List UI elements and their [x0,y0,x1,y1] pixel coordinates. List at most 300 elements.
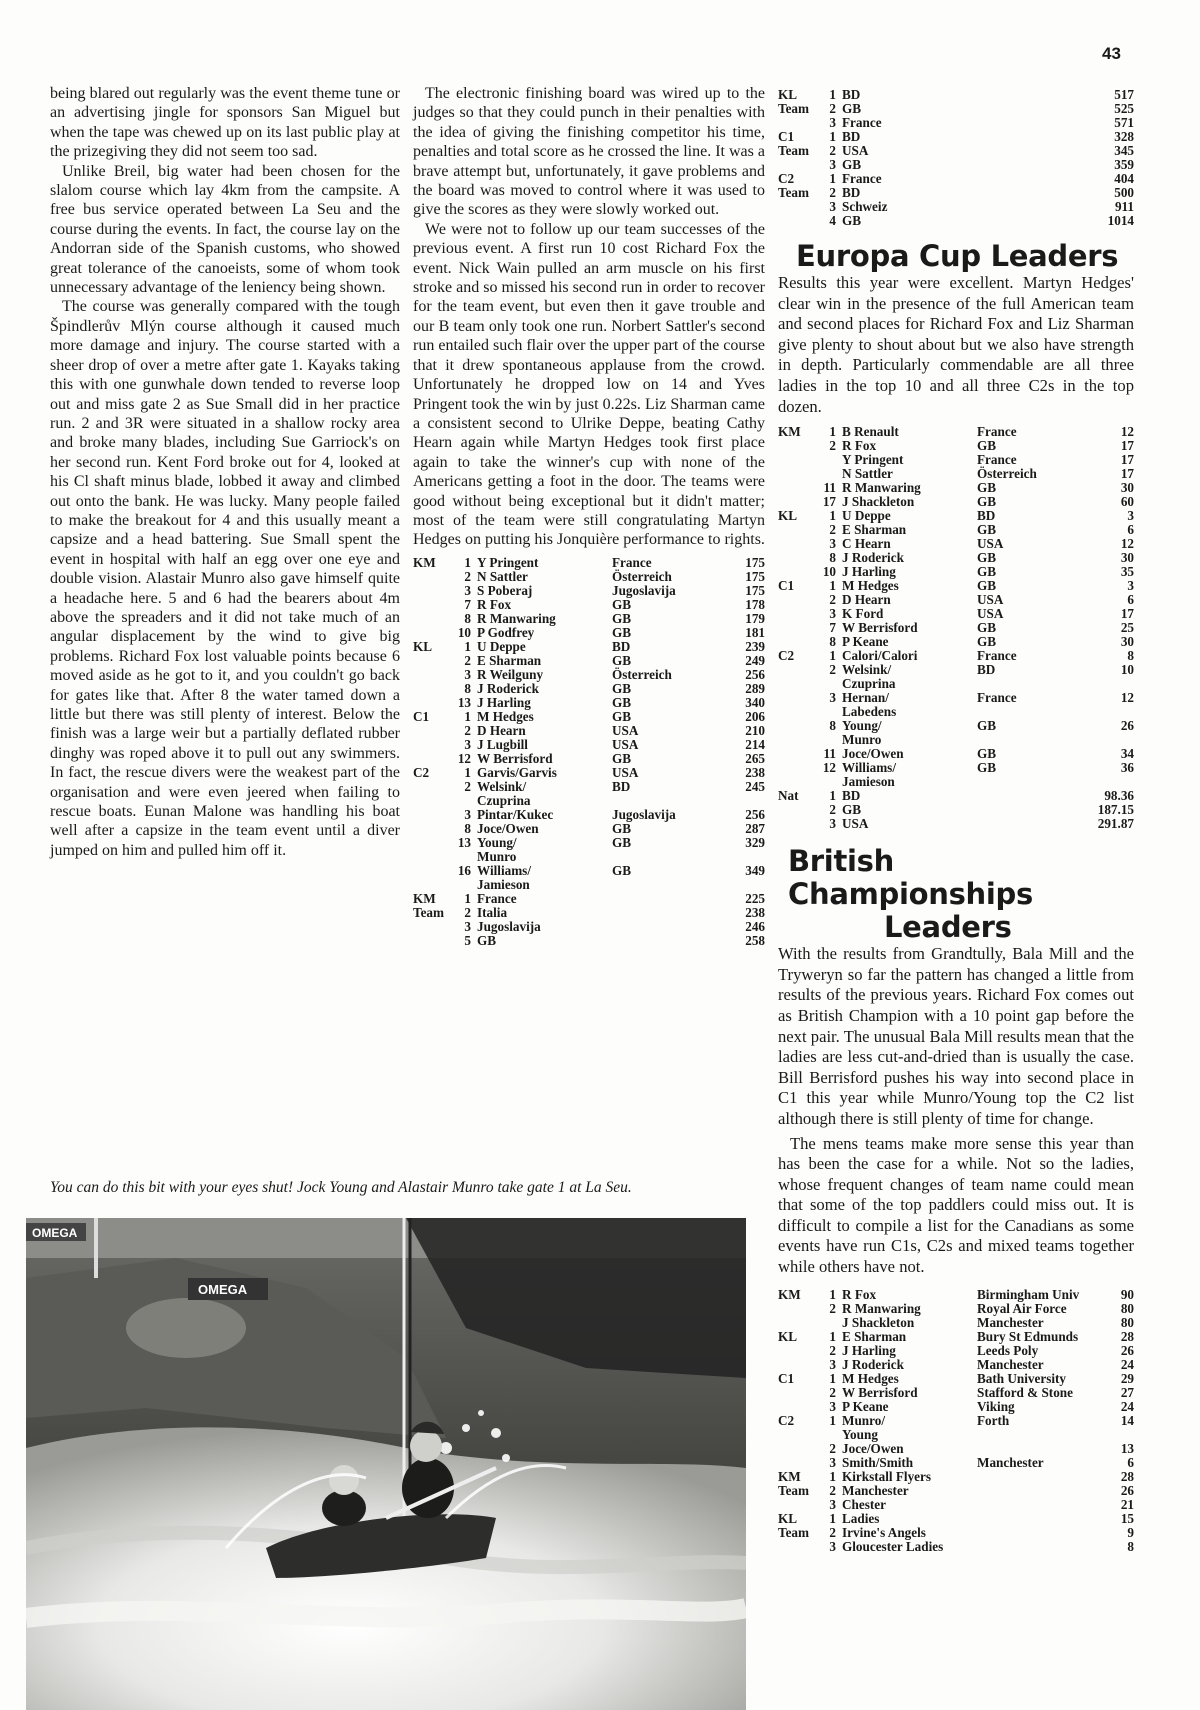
british-championships-heading [778,845,1134,944]
result-row [778,1316,1134,1330]
result-nm-cell: W Berrisford [477,750,553,766]
photo-caption: You can do this bit with your eyes shut! Jock Young and Alastair Munro take gate 1 at La Seu. [50,1179,632,1196]
result-ev-cell: C2 [778,171,795,186]
result-row [778,593,1134,607]
result-ct-cell: BD [612,778,631,794]
result-ev-cell: C1 [778,129,795,144]
result-row [413,934,765,948]
result-ct-cell: Stafford & Stone [977,1384,1073,1400]
result-ev-cell: Team [778,1482,810,1498]
result-ev-cell [778,467,812,481]
result-ev-cell: KL [778,508,798,524]
result-row [778,1456,1134,1470]
result-sc-cell: 28 [1120,1328,1134,1344]
result-ct-cell: France [977,648,1017,664]
result-ct-cell: Jugoslavija [612,806,676,822]
result-pos-cell: 2 [829,1300,836,1316]
result-ev-cell: KL [778,1328,798,1344]
result-row [778,1400,1134,1414]
result-nm-cell: Welsink/ [842,662,892,678]
result-pos-cell: 2 [829,522,836,538]
result-sc-cell: 181 [745,624,765,640]
result-ct-cell: Österreich [977,466,1037,482]
result-nm-cell: B Renault [842,424,899,440]
result-nm-cell: J Harling [842,564,896,580]
result-pos-cell: 2 [829,185,836,200]
result-pos-cell: 3 [464,918,471,934]
result-ct-cell: GB [612,862,632,878]
result-pos-cell [447,878,477,892]
result-ct-cell: GB [612,624,632,640]
result-nm-cell: P Keane [842,1398,889,1414]
result-pos-cell: 1 [829,508,836,524]
result-ev-cell [778,691,812,705]
result-nm-cell: R Fox [842,1286,877,1302]
result-ev-cell [778,523,812,537]
result-nm-cell: J Harling [477,694,531,710]
result-nm-cell: France [842,171,882,186]
result-pos-cell: 1 [829,1370,836,1386]
result-sc-cell: 3 [1127,578,1134,594]
result-nm-cell: Joce/Owen [842,746,904,762]
result-sc-cell: 17 [1120,466,1134,482]
result-ev-cell: Team [778,143,810,158]
result-sc-cell: 27 [1120,1384,1134,1400]
result-ct-cell: GB [977,438,997,454]
result-nm-cell: Kirkstall Flyers [842,1468,932,1484]
result-sc-cell [1106,705,1134,719]
result-pos-cell [812,453,842,467]
result-pos-cell: 3 [829,1496,836,1512]
paragraph: The course was generally compared with the tough Špindlerův Mlýn course although it caused much more damage and injury. The course started with a sheer drop of over a metre after gate 1. Kayaks taking this with one gunwhale down tended to reverse loop out and miss gate 2 as Sue Small did in her practice run. 2 and 3R were situated in a shallow rocky area and broke many blades, including Sue Garriock's on her second run. Kent Ford broke out for 4, looked at his Cl shaft minus blade, lobbed it away and climbed out onto the bank. He was lucky. Many people failed to make the breakout for 4 and this usually meant a capsize and a head battering. Sue Small spent the event in hospital with half an egg over one eye and double vision. Alastair Munro also gave himself quite a headache here. 5 and 6 had the bearers about 4m above the spreaders and it did not take much of an angular displacement by the wind to give big problems. Richard Fox lost valuable points because 6 moved aside as he got to it, and you couldn't go back for gates like that. After 8 the water tamed down a little but there was still plenty of interest. Below the finish was a large weir but a partially deflated rubber dinghy was roped above it to pull out any swimmers. In fact, the rescue divers were the weakest part of the organisation and were even jeered when failing to rescue boats. Eunan Malone was handling his boat well after a capsize in the team event until a diver jumped on him and pulled him off it. [50,298,400,859]
paragraph: Unlike Breil, big water had been chosen for the slalom course which lay 4km from the campsite. A free bus service operated between La Seu and the course during the events. In fact, the course lay on the Andorran side of the Spanish customs, who showed great tolerance of the canoeists, some of whom took unnecessary advantage of the leniency being shown. [50,162,400,297]
result-sc-cell: 245 [745,778,765,794]
result-nm-cell: Italia [477,904,508,920]
result-sc-cell: 12 [1120,536,1134,552]
result-pos-cell [812,705,842,719]
result-row [413,668,765,682]
result-row [778,481,1134,495]
result-row [413,710,765,724]
result-pos-cell: 8 [464,610,471,626]
result-pos-cell: 1 [464,890,471,906]
result-ct-cell: Manchester [977,1314,1044,1330]
result-nm-cell: Jamieson [477,876,530,892]
result-sc-cell: 6 [1127,1454,1134,1470]
result-ct-cell [612,850,729,864]
result-pos-cell: 3 [829,199,836,214]
result-ct-cell: GB [977,522,997,538]
result-ev-cell: Team [413,904,445,920]
result-ct-cell [977,1540,1116,1554]
result-row [778,186,1134,200]
result-sc-cell [729,850,765,864]
result-pos-cell [812,733,842,747]
result-ev-cell [778,1302,812,1316]
result-ct-cell: GB [977,550,997,566]
result-nm-cell: Williams/ [477,862,531,878]
result-row [778,88,1134,102]
result-nm-cell: J Lugbill [477,736,528,752]
result-nm-cell: J Harling [842,1342,896,1358]
result-nm-cell: R Weilguny [477,666,544,682]
result-row [413,878,765,892]
result-nm-cell: Y Pringent [477,554,539,570]
result-ct-cell: GB [612,652,632,668]
result-sc-cell: 175 [745,582,765,598]
article-column-2 [413,84,765,948]
result-ct-cell: USA [612,764,639,780]
result-nm-cell: Czuprina [477,792,531,808]
paragraph: The electronic finishing board was wired up to the judges so that they could punch in their penalties with the idea of giving the finishing competitor his time, penalties and total score as he crossed the line. It was a brave attempt but, unfortunately, it gave problems and the board was moved to control where it was used to give the scores as they were slowly worked out. [413,85,765,219]
result-ct-cell: GB [612,708,632,724]
result-pos-cell [812,775,842,789]
result-row [778,509,1134,523]
result-pos-cell: 1 [464,554,471,570]
result-row [413,696,765,710]
result-pos-cell: 12 [822,760,836,776]
result-pos-cell: 1 [829,87,836,102]
result-nm-cell: Czuprina [842,676,896,692]
result-sc-cell: 265 [745,750,765,766]
result-nm-cell: BD [842,185,861,200]
result-pos-cell: 3 [464,666,471,682]
result-nm-cell: Joce/Owen [477,820,539,836]
europa-cup-heading: Europa Cup Leaders [796,239,1119,273]
result-nm-cell: Smith/Smith [842,1454,914,1470]
result-ev-cell: KL [778,1510,798,1526]
result-row [778,1540,1134,1554]
result-pos-cell [447,794,477,808]
result-ct-cell [977,705,1106,719]
result-pos-cell [812,1316,842,1330]
result-sc-cell [1116,1428,1134,1442]
result-ct-cell: France [977,424,1017,440]
result-row [778,144,1134,158]
result-ct-cell [977,1498,1116,1512]
result-sc-cell: 1014 [1107,213,1134,228]
result-nm-cell: E Sharman [477,652,542,668]
result-ct-cell: USA [977,606,1004,622]
result-pos-cell: 2 [829,143,836,158]
result-ev-cell: Team [778,1524,810,1540]
result-nm-cell: Young/ [477,834,517,850]
result-row [413,836,765,850]
result-row [778,817,1134,831]
result-sc-cell [1106,733,1134,747]
result-ev-cell: C2 [778,648,795,664]
result-ev-cell [778,439,812,453]
result-sc-cell: 36 [1120,760,1134,776]
result-pos-cell: 3 [829,606,836,622]
result-sc-cell: 238 [745,764,765,780]
result-nm-cell: R Manwaring [842,480,921,496]
result-sc-cell: 24 [1120,1398,1134,1414]
result-pos-cell: 1 [464,708,471,724]
result-ev-cell: KL [778,87,798,102]
slalom-photo [26,1218,746,1710]
result-row [413,738,765,752]
result-row [413,612,765,626]
result-row [413,780,765,794]
result-ct-cell: GB [977,480,997,496]
result-row [778,1442,1134,1456]
result-ev-cell: C1 [413,708,430,724]
result-nm-cell: D Hearn [842,592,891,608]
nations-results-table [778,789,1134,831]
result-pos-cell [447,850,477,864]
result-pos-cell: 1 [829,1412,836,1428]
result-ev-cell [778,551,812,565]
result-row [778,733,1134,747]
result-pos-cell: 2 [464,904,471,920]
result-nm-cell: Munro/ [842,1412,885,1428]
result-ev-cell: C2 [778,1412,795,1428]
article-column-1 [50,84,400,860]
result-ct-cell [612,934,729,948]
result-row [778,789,1134,803]
result-nm-cell: Schweiz [842,199,888,214]
result-row [778,1344,1134,1358]
result-nm-cell: K Ford [842,606,884,622]
result-row [778,495,1134,509]
result-pos-cell [812,677,842,691]
result-ct-cell: BD [977,662,996,678]
result-ct-cell: GB [612,610,632,626]
result-sc-cell [1106,677,1134,691]
result-sc-cell: 80 [1120,1300,1134,1316]
result-pos-cell: 8 [464,680,471,696]
result-sc-cell: 238 [745,904,765,920]
british-championships-text: With the results from Grandtully, Bala Mill and the Tryweryn so far the pattern has changed a little from results of the previous years. Richard Fox comes out as British Champion with a 10 point gap before the next pair. The unusual Bala Mill results mean that the ladies are less cut-and-dried than is usually the case. Bill Berrisford pushes his way into second place in C1 this year while Munro/Young top the C2 list although there is still plenty of time for change. [778,944,1134,1128]
result-ev-cell [413,682,447,696]
result-ct-cell: France [977,452,1017,468]
result-nm-cell: W Berrisford [842,620,918,636]
result-nm-cell: P Godfrey [477,624,535,640]
result-nm-cell: R Manwaring [842,1300,921,1316]
result-row [778,1512,1134,1526]
result-row [778,172,1134,186]
result-ct-cell [977,677,1106,691]
result-sc-cell: 287 [745,820,765,836]
result-pos-cell: 8 [464,820,471,836]
result-ev-cell [778,817,812,831]
result-ct-cell: Jugoslavija [612,582,676,598]
result-ct-cell: GB [612,694,632,710]
result-ev-cell [778,621,812,635]
banner-text: OMEGA [32,1226,78,1240]
result-pos-cell: 3 [829,536,836,552]
result-row [413,906,765,920]
result-pos-cell: 2 [829,438,836,454]
result-ct-cell: GB [977,564,997,580]
result-ev-cell [778,593,812,607]
result-ev-cell [778,1540,812,1554]
result-nm-cell: Manchester [842,1482,909,1498]
result-nm-cell: Munro [477,848,517,864]
result-ev-cell [778,775,812,789]
result-ev-cell [778,1400,812,1414]
heading-line: Leaders [884,910,1012,945]
result-pos-cell: 3 [829,1356,836,1372]
result-ev-cell [778,537,812,551]
result-ct-cell: Forth [977,1412,1010,1428]
result-pos-cell [812,1428,842,1442]
result-row [778,1302,1134,1316]
result-pos-cell: 2 [464,722,471,738]
result-sc-cell: 256 [745,666,765,682]
result-pos-cell: 11 [823,480,836,496]
result-row [778,467,1134,481]
result-ct-cell: Österreich [612,568,672,584]
result-sc-cell: 500 [1114,185,1134,200]
result-ct-cell [977,1470,1116,1484]
result-ct-cell: Viking [977,1398,1015,1414]
result-nm-cell: J Roderick [842,1356,904,1372]
result-ev-cell [778,453,812,467]
result-pos-cell: 1 [829,1286,836,1302]
result-sc-cell: 35 [1120,564,1134,580]
result-ct-cell: GB [977,718,997,734]
result-nm-cell: Joce/Owen [842,1440,904,1456]
result-ct-cell: Leeds Poly [977,1342,1039,1358]
result-row [413,556,765,570]
result-pos-cell: 1 [829,1510,836,1526]
result-ev-cell [413,612,447,626]
result-row [778,803,1134,817]
result-sc-cell: 30 [1120,550,1134,566]
result-ct-cell [612,892,729,906]
europa-cup-text: Results this year were excellent. Martyn Hedges' clear win in the presence of the full American team and second places for Richard Fox and Liz Sharman give plenty to shout about but we also have strength in depth. Particularly commendable are all three ladies in the top 10 and all three C2s in the top dozen. [778,273,1134,416]
result-row [778,691,1134,705]
result-ev-cell: KM [413,554,436,570]
result-pos-cell: 7 [829,620,836,636]
result-nm-cell: W Berrisford [842,1384,918,1400]
result-ev-cell: KM [778,1468,801,1484]
result-row [778,705,1134,719]
result-ev-cell [413,836,447,850]
result-sc-cell: 6 [1127,522,1134,538]
result-ev-cell: Nat [778,788,799,804]
result-ct-cell: Manchester [977,1356,1044,1372]
result-sc-cell: 17 [1120,438,1134,454]
result-row [778,1330,1134,1344]
result-ct-cell: BD [977,508,996,524]
result-sc-cell: 179 [745,610,765,626]
result-row [413,598,765,612]
result-sc-cell: 345 [1114,143,1134,158]
result-pos-cell: 17 [822,494,836,510]
result-pos-cell: 4 [829,213,836,228]
result-row [778,523,1134,537]
result-sc-cell: 98.36 [1104,788,1134,804]
result-row [778,621,1134,635]
result-ct-cell: USA [612,722,639,738]
result-sc-cell: 80 [1120,1314,1134,1330]
result-row [778,130,1134,144]
result-pos-cell: 2 [829,1440,836,1456]
result-row [413,794,765,808]
result-pos-cell: 8 [829,718,836,734]
result-ev-cell [413,654,447,668]
result-sc-cell [729,794,765,808]
page-number: 43 [1102,44,1121,63]
result-sc-cell: 187.15 [1097,802,1134,818]
result-nm-cell: N Sattler [842,466,893,482]
result-ev-cell [778,663,812,677]
result-nm-cell: BD [842,788,861,804]
result-ct-cell: USA [977,536,1004,552]
result-row [778,607,1134,621]
result-ct-cell [612,878,729,892]
result-sc-cell: 246 [745,918,765,934]
result-row [413,808,765,822]
result-sc-cell: 525 [1114,101,1134,116]
result-pos-cell: 3 [464,806,471,822]
result-row [413,654,765,668]
result-sc-cell: 26 [1120,1482,1134,1498]
british-championships-results-table [778,1288,1134,1554]
result-row [778,1288,1134,1302]
result-ev-cell [778,116,812,130]
result-ct-cell: BD [612,638,631,654]
result-nm-cell: N Sattler [477,568,528,584]
result-nm-cell: E Sharman [842,1328,907,1344]
result-pos-cell: 3 [829,1538,836,1554]
result-ev-cell [778,635,812,649]
result-nm-cell: P Keane [842,634,889,650]
result-row [778,1526,1134,1540]
result-row [413,640,765,654]
result-row [778,635,1134,649]
result-nm-cell: Young/ [842,718,882,734]
result-pos-cell: 3 [829,690,836,706]
result-ct-cell [977,733,1106,747]
result-sc-cell: 178 [745,596,765,612]
result-pos-cell: 1 [829,424,836,440]
result-pos-cell: 2 [829,1482,836,1498]
result-row [778,102,1134,116]
result-row [778,775,1134,789]
result-nm-cell: C Hearn [842,536,891,552]
british-championships-text: The mens teams make more sense this year than has been the case for a while. Not so the ladies, whose frequent changes of team name could mean that some of the top paddlers could miss out. It is difficult to compile a list for the Canadians as some events have run C1s, C2s and mixed teams together while others have not. [778,1133,1134,1277]
result-nm-cell: BD [842,129,861,144]
result-ev-cell [778,1344,812,1358]
result-row [778,1498,1134,1512]
result-row [778,1372,1134,1386]
result-ev-cell [413,864,447,878]
result-nm-cell: Garvis/Garvis [477,764,557,780]
result-ev-cell [778,1498,812,1512]
result-ct-cell [977,1428,1116,1442]
result-ev-cell: C1 [778,578,795,594]
result-ev-cell: KL [413,638,433,654]
result-row [778,551,1134,565]
result-ct-cell [977,1512,1116,1526]
result-row [778,649,1134,663]
result-sc-cell: 210 [745,722,765,738]
result-nm-cell: Labedens [842,704,897,720]
result-row [778,677,1134,691]
result-ev-cell [413,570,447,584]
result-row [778,719,1134,733]
result-row [413,724,765,738]
result-nm-cell: GB [842,802,862,818]
result-pos-cell [812,467,842,481]
result-sc-cell: 9 [1127,1524,1134,1540]
result-ct-cell [977,775,1106,789]
paragraph: being blared out regularly was the event theme tune or an advertising jingle for sponsors San Miguel but when the tape was chewed up on its last public play at the prizegiving they did not seem too sad. [50,85,400,161]
